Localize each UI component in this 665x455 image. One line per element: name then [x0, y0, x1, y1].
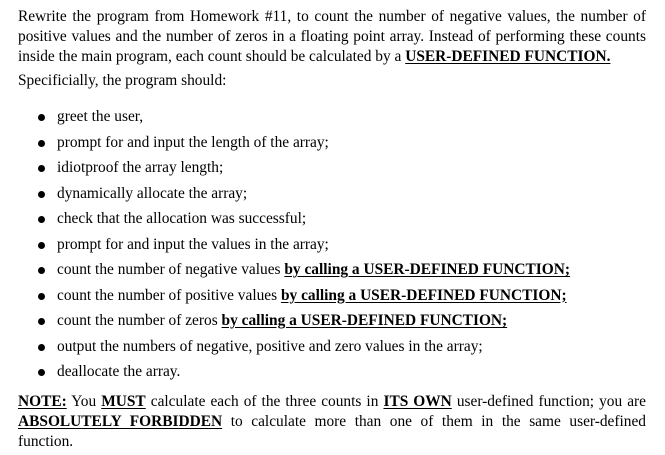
list-item	[36, 311, 570, 337]
list-item-text: count the number of positive values	[57, 286, 281, 304]
bullet-icon	[38, 369, 45, 376]
bullet-icon	[38, 114, 45, 121]
bullet-icon	[38, 165, 45, 172]
list-item-text: dynamically allocate the array;	[57, 184, 248, 202]
list-item-text: prompt for and input the values in the array;	[57, 235, 329, 253]
list-item	[36, 209, 570, 235]
list-item-emphasis: by calling a USER-DEFINED FUNCTION;	[284, 261, 570, 278]
list-item-text: count the number of negative values	[57, 261, 285, 278]
note-label: NOTE:	[18, 393, 67, 410]
list-item-text: count the number of zeros	[57, 312, 222, 329]
bullet-icon	[38, 344, 45, 351]
list-item-emphasis: by calling a USER-DEFINED FUNCTION;	[280, 286, 567, 304]
list-item-text: idiotproof the array length;	[57, 159, 224, 176]
list-item	[36, 133, 570, 159]
note-text-1: You	[66, 393, 102, 410]
note-text-2: calculate each of the three counts in	[145, 393, 384, 410]
intro-emphasis: USER-DEFINED FUNCTION.	[405, 48, 611, 65]
note-its-own: ITS OWN	[383, 393, 452, 410]
specifically-heading: Specificially, the program should:	[18, 72, 227, 89]
list-item	[36, 107, 570, 133]
bullet-icon	[38, 293, 45, 300]
intro-paragraph	[18, 7, 646, 67]
note-forbidden: ABSOLUTELY FORBIDDEN	[18, 413, 223, 430]
list-item-text: greet the user,	[57, 108, 144, 125]
list-item-text: prompt for and input the length of the array;	[57, 133, 329, 151]
note-text-4: to calculate more than one of them in the same user-defined function.	[18, 413, 646, 450]
note-must: MUST	[101, 393, 146, 410]
note-text-3: user-defined function; you are	[451, 393, 647, 410]
bullet-icon	[38, 216, 45, 223]
list-item-emphasis: by calling a USER-DEFINED FUNCTION;	[221, 312, 508, 329]
list-item	[36, 260, 570, 286]
list-item	[36, 184, 570, 210]
list-item-text: output the numbers of negative, positive and zero values in the array;	[57, 337, 483, 355]
bullet-icon	[38, 242, 45, 249]
list-item-text: deallocate the array.	[57, 363, 181, 380]
list-item	[36, 286, 570, 312]
list-item-text: check that the allocation was successful;	[57, 210, 307, 227]
bullet-icon	[38, 318, 45, 325]
bullet-icon	[38, 191, 45, 198]
list-item	[36, 158, 570, 184]
requirements-list	[36, 107, 570, 388]
list-item	[36, 337, 570, 363]
note-paragraph	[18, 392, 646, 452]
bullet-icon	[38, 140, 45, 147]
intro-text: Rewrite the program from Homework #11, to count the number of negative values, the number of positive values and the number of zeros in a floating point array. Instead of performing these counts inside the main program, each count should be calculated by a	[18, 8, 646, 65]
bullet-icon	[38, 267, 45, 274]
list-item	[36, 235, 570, 261]
list-item	[36, 362, 570, 388]
